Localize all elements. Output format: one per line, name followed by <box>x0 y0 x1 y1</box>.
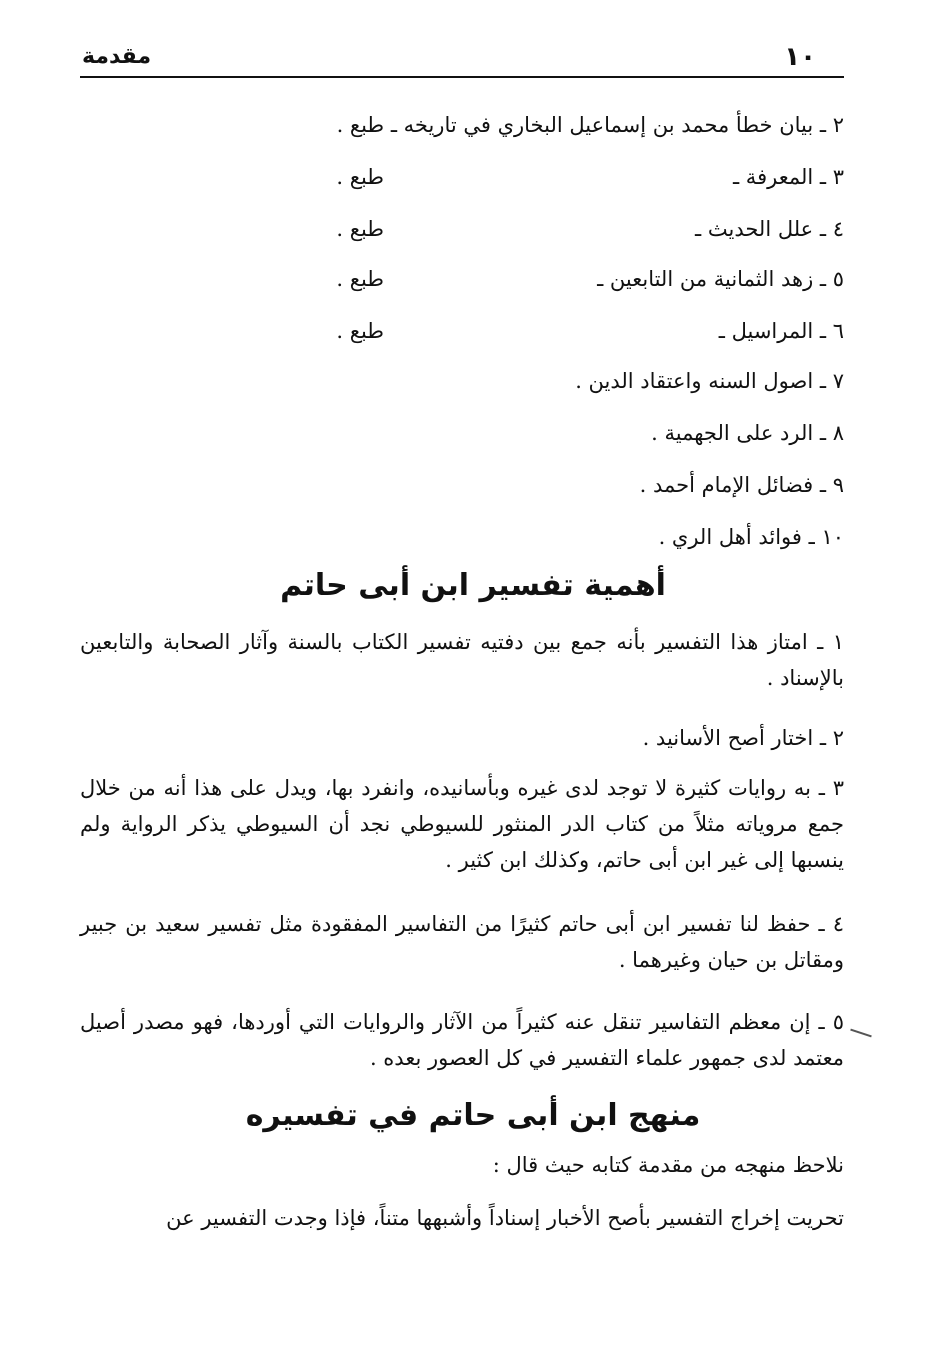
works-list-item: ٥ ـ زهد الثمانية من التابعين ـ طبع . <box>336 267 844 291</box>
margin-mark <box>850 1029 872 1038</box>
page-number: ١٠ <box>784 42 816 72</box>
importance-point: ٤ ـ حفظ لنا تفسير ابن أبى حاتم كثيرًا من التفاسير المفقودة مثل تفسير سعيد بن جبير ومقاتل بن حيان وغيرهما . <box>80 912 844 972</box>
works-list-item: ٣ ـ المعرفة ـ طبع . <box>336 165 844 189</box>
works-list-item: ٢ ـ بيان خطأ محمد بن إسماعيل البخاري في تاريخه ـ طبع . <box>336 113 844 137</box>
page-header <box>80 40 844 76</box>
importance-point: ١ ـ امتاز هذا التفسير بأنه جمع بين دفتيه تفسير الكتاب بالسنة وآثار الصحابة والتابعين بالإسناد . <box>80 630 844 690</box>
importance-point: ٢ ـ اختار أصح الأسانيد . <box>642 726 844 750</box>
works-list-item: ٧ ـ اصول السنه واعتقاد الدين . <box>575 369 844 393</box>
section-heading: أهمية تفسير ابن أبى حاتم <box>280 568 666 603</box>
works-list-item: ٨ ـ الرد على الجهمية . <box>651 421 844 445</box>
works-list-item: ١٠ ـ فوائد أهل الري . <box>658 525 844 549</box>
header-rule <box>80 76 844 78</box>
works-list-item: ٦ ـ المراسيل ـ طبع . <box>336 319 844 343</box>
quote-line: تحريت إخراج التفسير بأصح الأخبار إسناداً وأشبهها متناً، فإذا وجدت التفسير عن <box>166 1206 844 1230</box>
importance-point: ٣ ـ به روايات كثيرة لا توجد لدى غيره وبأسانيده، وانفرد بها، ويدل على هذا أنه من خلال جمع مروياته مثلاً من كتاب الدر المنثور للسيوطي نجد أن السيوطي يذكر الرواية ولم ينسبها إلى غير ابن أبى حاتم، وكذلك ابن كثير . <box>80 776 844 872</box>
works-list-item: ٩ ـ فضائل الإمام أحمد . <box>639 473 844 497</box>
section-heading: منهج ابن أبى حاتم في تفسيره <box>245 1098 701 1133</box>
intro-line: نلاحظ منهجه من مقدمة كتابه حيث قال : <box>492 1153 844 1177</box>
importance-point: ٥ ـ إن معظم التفاسير تنقل عنه كثيراً من الآثار والروايات التي أوردها، فهو مصدر أصيل معتمد لدى جمهور علماء التفسير في كل العصور بعده . <box>80 1010 844 1070</box>
works-list-item: ٤ ـ علل الحديث ـ طبع . <box>336 217 844 241</box>
running-title: مقدمة <box>82 44 152 69</box>
